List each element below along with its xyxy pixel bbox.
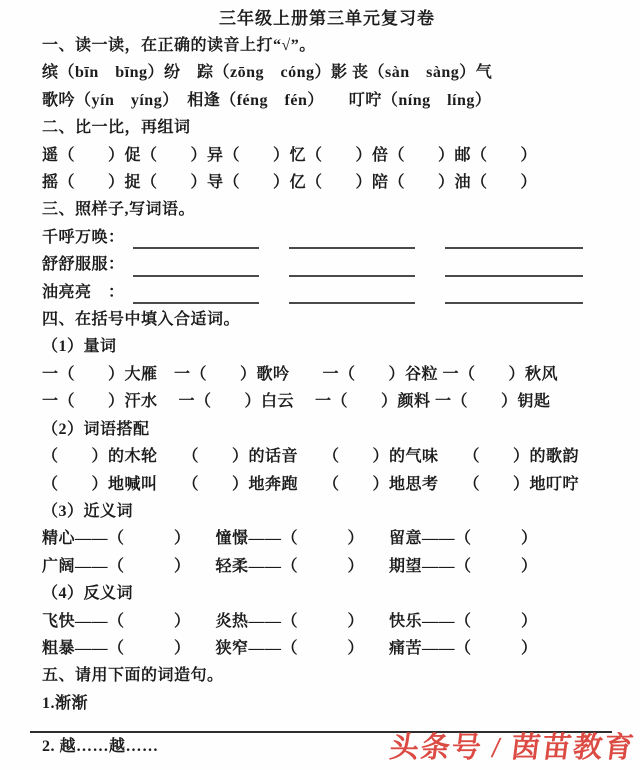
section4-sub1-row1: 一（ ）大雁 一（ ）歌吟 一（ ）谷粒 一（ ）秋风 [42, 365, 559, 383]
section4-sub2-row2: （ ）地喊叫 （ ）地奔跑 （ ）地思考 （ ）地叮咛 [42, 475, 580, 493]
blank-row-label: 油亮亮 ： [42, 283, 125, 301]
section4-sub3-row2: 广阔——（ ） 轻柔——（ ） 期望——（ ） [42, 557, 538, 575]
section4-sub4-heading: （4）反义词 [42, 585, 134, 603]
section3-heading: 三、照样子,写词语。 [42, 201, 196, 219]
section4-sub4-row1: 飞快——（ ） 炎热——（ ） 快乐——（ ） [42, 612, 538, 630]
answer-blank [445, 283, 583, 304]
section5-item2: 2. 越……越…… [42, 738, 159, 756]
answer-blank [445, 256, 583, 277]
answer-blank [133, 228, 259, 249]
section1-row1: 缤（bīn bīng）纷 踪（zōng cóng）影 丧（sàn sàng）气 [42, 64, 493, 82]
section3-item-row [42, 279, 612, 306]
section1-row2: 歌吟（yín yíng） 相逢（féng fén） 叮咛（níng líng） [42, 91, 492, 109]
section4-sub2-heading: （2）词语搭配 [42, 420, 150, 438]
blank-row-label: 千呼万唤： [42, 228, 125, 246]
blank-row-label: 舒舒服服： [42, 256, 125, 274]
answer-blank [289, 283, 415, 304]
section4-sub1-heading: （1）量词 [42, 338, 117, 356]
answer-blank [133, 256, 259, 277]
answer-blank [289, 256, 415, 277]
section4-sub3-row1: 精心——（ ） 憧憬——（ ） 留意——（ ） [42, 530, 538, 548]
section4-sub1-row2: 一（ ）汗水 一（ ）白云 一（ ）颜料 一（ ）钥匙 [42, 393, 551, 411]
watermark: 头条号 / 茵苗教育 [388, 732, 638, 764]
section2-row2: 摇（ ）捉（ ）导（ ）亿（ ）陪（ ）油（ ） [42, 174, 538, 192]
answer-blank [289, 228, 415, 249]
answer-blank [133, 283, 259, 304]
section1-heading: 一、读一读，在正确的读音上打“√”。 [42, 37, 316, 54]
section4-heading: 四、在括号中填入合适词。 [42, 311, 241, 329]
section3-item-row [42, 251, 612, 278]
section4-sub4-row2: 粗暴——（ ） 狭窄——（ ） 痛苦——（ ） [42, 639, 538, 657]
page-title: 三年级上册第三单元复习卷 [219, 9, 435, 28]
section4-sub3-heading: （3）近义词 [42, 502, 134, 520]
section2-row1: 遥（ ）促（ ）异（ ）忆（ ）倍（ ）邮（ ） [42, 146, 538, 164]
section5-heading: 五、请用下面的词造句。 [42, 667, 224, 685]
answer-blank [445, 228, 583, 249]
section5-item1: 1.渐渐 [42, 694, 89, 712]
section3-item-row [42, 224, 612, 251]
section4-sub2-row1: （ ）的木轮 （ ）的话音 （ ）的气味 （ ）的歌韵 [42, 448, 580, 466]
section2-heading: 二、比一比，再组词 [42, 119, 191, 137]
